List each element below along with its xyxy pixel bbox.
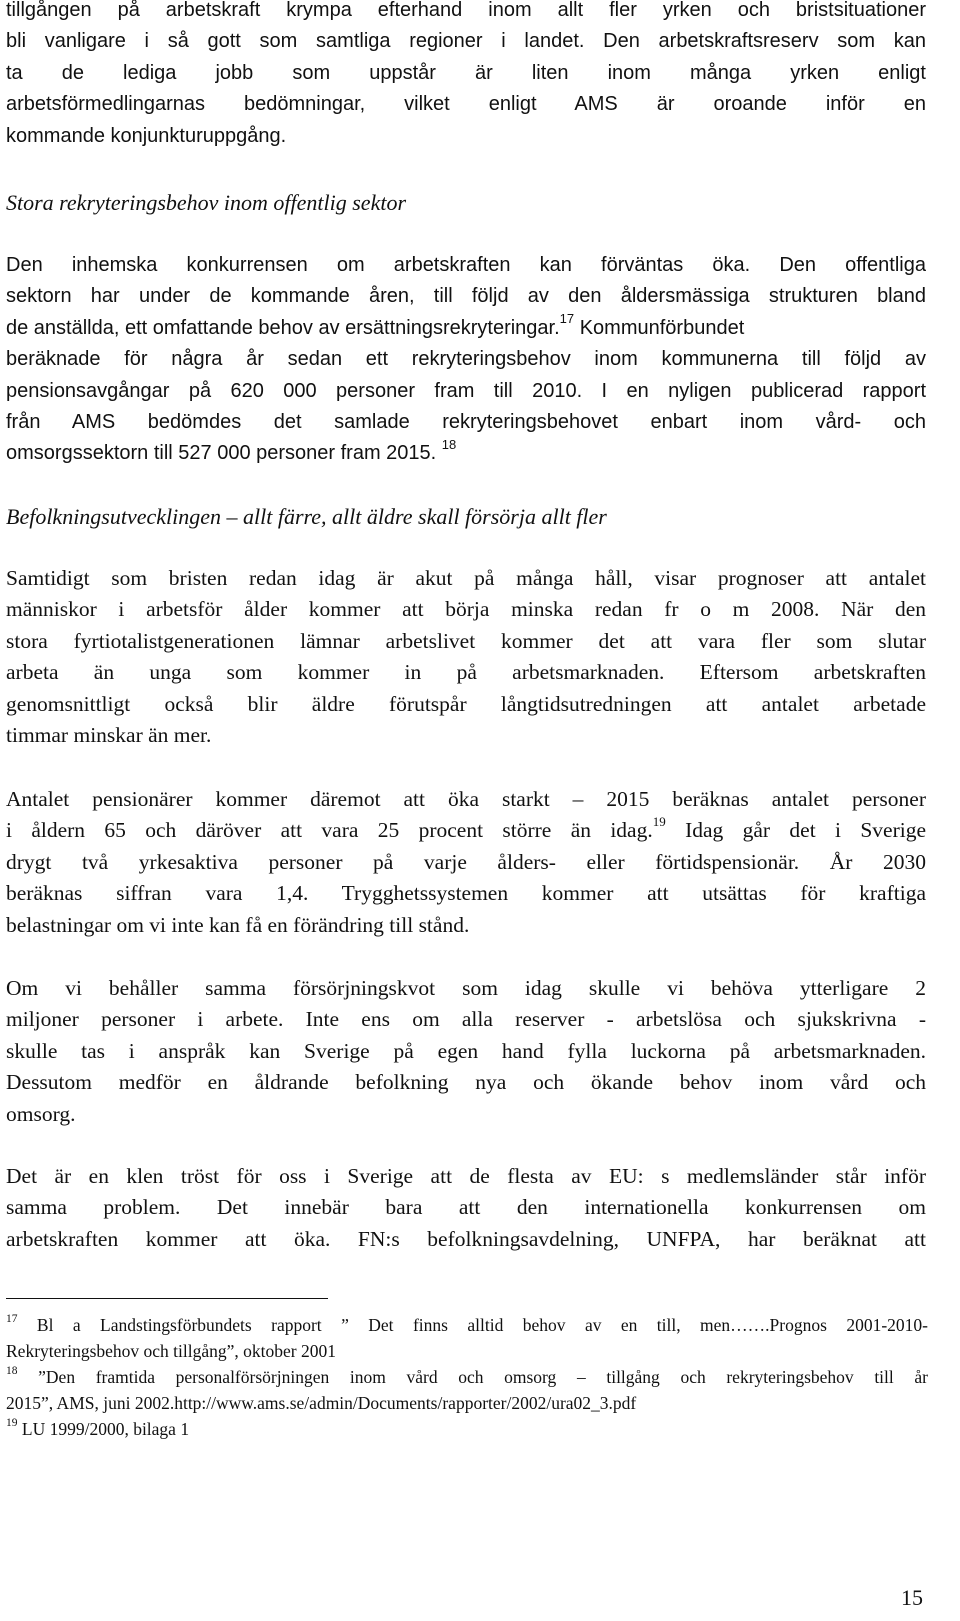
footnote-17	[6, 1312, 928, 1364]
text-line: kommande konjunkturuppgång.	[6, 124, 287, 147]
footnote-ref-19: 19	[652, 814, 666, 830]
footnote-number: 17	[6, 1313, 18, 1326]
footnote-19	[6, 1416, 928, 1442]
text-line: Om vi behåller samma försörjningskvot som idag skulle vi behöva ytterligare 2	[6, 976, 926, 1000]
text-line: Antalet pensionärer kommer däremot att öka starkt – 2015 beräknas antalet personer	[6, 787, 926, 811]
footnote-number: 18	[6, 1365, 18, 1378]
text-line: samma problem. Det innebär bara att den internationella konkurrensen om	[6, 1195, 926, 1220]
text-fragment: i åldern 65 och däröver att vara 25 procent större än idag.	[6, 818, 653, 843]
text-line: stora fyrtiotalistgenerationen lämnar arbetslivet kommer det att vara fler som slutar	[6, 628, 926, 653]
text-line: Det är en klen tröst för oss i Sverige att de flesta av EU: s medlemsländer står inför	[6, 1164, 926, 1188]
text-line: skulle tas i anspråk kan Sverige på egen hand fylla luckorna på arbetsmarknaden.	[6, 1038, 926, 1063]
text-line: arbetskraften kommer att öka. FN:s befolkningsavdelning, UNFPA, har beräknat att	[6, 1226, 926, 1251]
text-fragment: de anställda, ett omfattande behov av ersättningsrekryteringar.	[6, 316, 560, 339]
footnote-number: 19	[6, 1417, 18, 1430]
text-line: beräknas siffran vara 1,4. Trygghetssystemen kommer att utsättas för kraftiga	[6, 881, 926, 906]
text-line: Dessutom medför en åldrande befolkning nya och ökande behov inom vård och	[6, 1070, 926, 1095]
text-line	[6, 438, 926, 469]
paragraph-population	[6, 563, 926, 751]
paragraph-dependency-ratio	[6, 973, 926, 1130]
text-line: sektorn har under de kommande åren, till följd av den åldersmässiga strukturen bland	[6, 285, 926, 308]
footnote-text: LU 1999/2000, bilaga 1	[21, 1419, 190, 1439]
footnote-ref-17: 17	[559, 311, 575, 327]
text-fragment: omsorgssektorn till 527 000 personer fram 2015.	[6, 442, 437, 465]
text-line: beräknade för några år sedan ett rekryteringsbehov inom kommunerna till följd av	[6, 348, 926, 371]
text-line: pensionsavgångar på 620 000 personer fram till 2010. I en nyligen publicerad rapport	[6, 379, 926, 402]
page-number: 15	[901, 1585, 923, 1610]
text-line: bli vanligare i så gott som samtliga regioner i landet. Den arbetskraftsreserv som kan	[6, 30, 926, 53]
text-line: ta de lediga jobb som uppstår är liten inom många yrken enligt	[6, 61, 926, 84]
paragraph-pensioners	[6, 784, 926, 941]
text-line: från AMS bedömdes det samlade rekryteringsbehovet enbart inom vård- och	[6, 411, 926, 434]
footnote-line: Rekryteringsbehov och tillgång”, oktober 2001	[6, 1341, 336, 1361]
footnote-text: ”Den framtida personalförsörjningen inom vård och omsorg – tillgång och rekryteringsbehov till år	[38, 1367, 929, 1387]
text-line	[6, 313, 926, 344]
section-heading-population: Befolkningsutvecklingen – allt färre, allt äldre skall försörja allt fler	[6, 504, 607, 529]
footnote-line	[6, 1312, 928, 1338]
text-line: belastningar om vi inte kan få en förändring till stånd.	[6, 912, 470, 937]
footnote-text: Bl a Landstingsförbundets rapport ” Det finns alltid behov av en till, men…….Prognos 2001-2010-	[36, 1315, 929, 1335]
text-line: genomsnittligt också blir äldre förutspår långtidsutredningen att antalet arbetade	[6, 691, 926, 716]
text-line: arbetsförmedlingarnas bedömningar, vilket enligt AMS är oroande inför en	[6, 93, 926, 116]
text-line	[6, 815, 926, 846]
text-line: Samtidigt som bristen redan idag är akut på många håll, visar prognoser att antalet	[6, 566, 926, 590]
text-line: Den inhemska konkurrensen om arbetskraften kan förväntas öka. Den offentliga	[6, 254, 926, 276]
text-line: miljoner personer i arbete. Inte ens om alla reserver - arbetslösa och sjukskrivna -	[6, 1007, 926, 1032]
footnote-line	[6, 1416, 928, 1442]
text-line: drygt två yrkesaktiva personer på varje ålders- eller förtidspensionär. År 2030	[6, 849, 926, 874]
text-line: omsorg.	[6, 1101, 76, 1126]
footnote-separator	[6, 1298, 328, 1299]
text-line: timmar minskar än mer.	[6, 723, 212, 748]
footnote-line	[6, 1364, 928, 1390]
footnote-ref-18: 18	[441, 436, 457, 452]
text-line: arbeta än unga som kommer in på arbetsmarknaden. Eftersom arbetskraften	[6, 660, 926, 685]
footnote-line: 2015”, AMS, juni 2002.http://www.ams.se/admin/Documents/rapporter/2002/ura02_3.pdf	[6, 1393, 637, 1413]
section-heading-public-sector: Stora rekryteringsbehov inom offentlig sektor	[6, 190, 407, 215]
paragraph-public-sector	[6, 250, 926, 470]
text-line: tillgången på arbetskraft krympa efterhand inom allt fler yrken och bristsituationer	[6, 0, 926, 21]
paragraph-eu	[6, 1161, 926, 1255]
paragraph-intro	[6, 0, 926, 152]
footnote-18	[6, 1364, 928, 1416]
text-line: människor i arbetsför ålder kommer att börja minska redan fr o m 2008. När den	[6, 597, 926, 622]
text-fragment: Kommunförbundet	[579, 316, 745, 339]
text-fragment: Idag går det i Sverige	[685, 818, 926, 843]
